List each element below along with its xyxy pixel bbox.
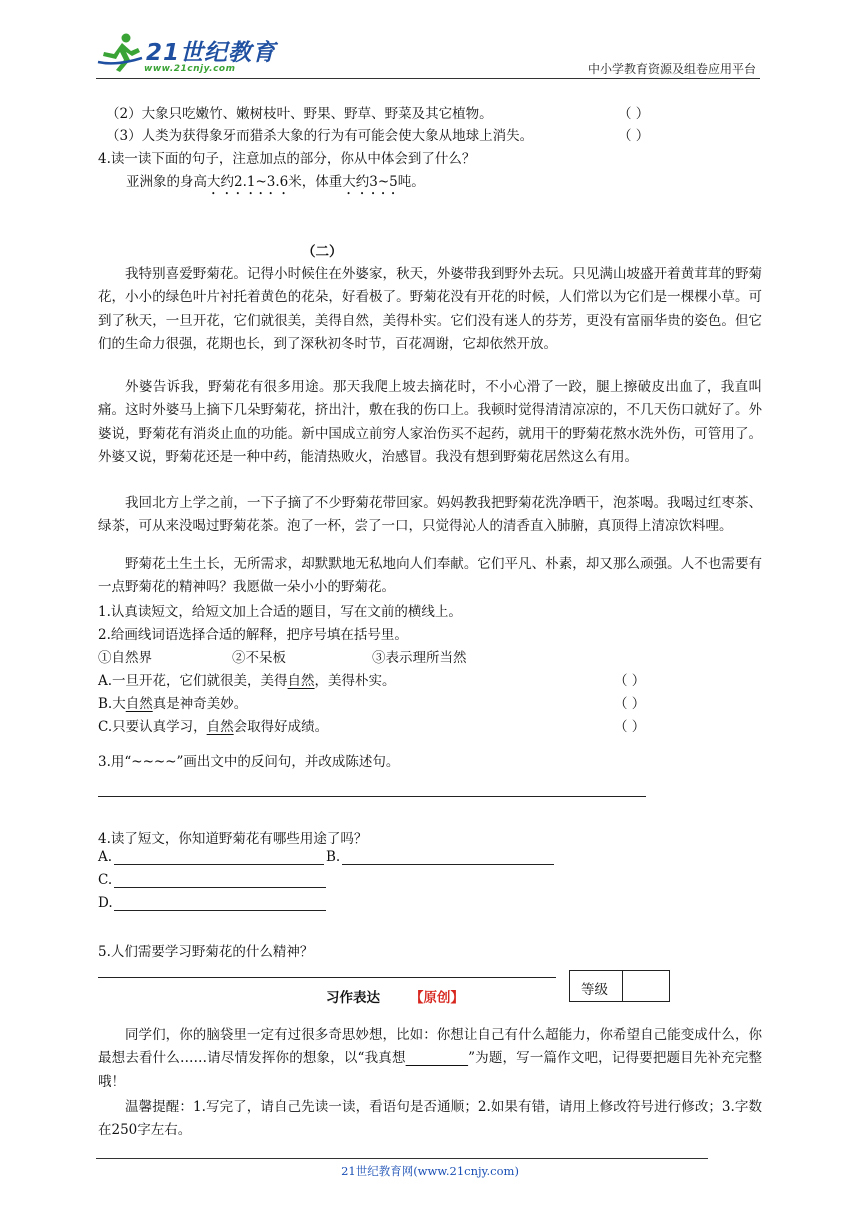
header-divider bbox=[96, 78, 760, 79]
original-tag: 【原创】 bbox=[410, 990, 464, 1006]
answer-bracket[interactable]: （ ） bbox=[618, 106, 650, 122]
item-a: A.一旦开花，它们就很美，美得自然，美得朴实。 bbox=[98, 673, 396, 689]
answer-line-c[interactable] bbox=[114, 887, 326, 888]
question-2: 2.给画线词语选择合适的解释，把序号填在括号里。 bbox=[98, 627, 408, 643]
grade-label: 等级 bbox=[581, 982, 608, 998]
logo-url: www.21cnjy.com bbox=[144, 64, 236, 74]
answer-line[interactable] bbox=[98, 977, 556, 978]
dotted-phrase: 大约3~5 bbox=[342, 174, 398, 190]
writing-tips: 温馨提醒：1.写完了，请自己先读一读，看语句是否通顺；2.如果有错，请用上修改符号进行修改；3.字数在250字左右。 bbox=[98, 1099, 762, 1139]
answer-bracket[interactable]: （ ） bbox=[614, 696, 646, 712]
title-blank[interactable] bbox=[406, 1050, 468, 1066]
option-3: ③表示理所当然 bbox=[372, 650, 467, 666]
writing-prompt: 同学们，你的脑袋里一定有过很多奇思妙想，比如：你想让自己有什么超能力，你希望自己能变成什么，你最想去看什么……请尽情发挥你的想象，以“我真想 ”为题，写一篇作文吧，记得要把题目先补充完整哦！ bbox=[98, 1027, 763, 1090]
passage-paragraph-2: 外婆告诉我，野菊花有很多用途。那天我爬上坡去摘花时，不小心滑了一跤，腿上擦破皮出血了，我直叫痛。这时外婆马上摘下几朵野菊花，挤出汁，敷在我的伤口上。我顿时觉得清清凉凉的，不几天伤口就好了。外婆说，野菊花有消炎止血的功能。新中国成立前穷人家治伤买不起药，就用干的野菊花熬水洗外伤，可管用了。外婆又说，野菊花还是一种中药，能清热败火，治感冒。我没有想到野菊花居然这么有用。 bbox=[98, 379, 762, 465]
question-1: 1.认真读短文，给短文加上合适的题目，写在文前的横线上。 bbox=[98, 604, 462, 620]
answer-line-b[interactable] bbox=[342, 864, 554, 865]
section-title: （二） bbox=[302, 244, 343, 260]
answer-line-a[interactable] bbox=[114, 864, 324, 865]
passage-paragraph-3: 我回北方上学之前，一下子摘了不少野菊花带回家。妈妈教我把野菊花洗净晒干，泡茶喝。我喝过红枣茶、绿茶，可从来没喝过野菊花茶。泡了一杯，尝了一口，只觉得沁人的清香直入肺腑，真顶得上清凉饮料哩。 bbox=[98, 495, 762, 535]
question-3: （3）人类为获得象牙而猎杀大象的行为有可能会使大象从地球上消失。 bbox=[106, 128, 534, 144]
question-4: 4.读一读下面的句子，注意加点的部分，你从中体会到了什么？ bbox=[98, 151, 476, 167]
item-c: C.只要认真学习，自然会取得好成绩。 bbox=[98, 719, 329, 735]
question-4: 4.读了短文，你知道野菊花有哪些用途了吗？ bbox=[98, 831, 368, 847]
answer-bracket[interactable]: （ ） bbox=[614, 673, 646, 689]
platform-name: 中小学教育资源及组卷应用平台 bbox=[587, 62, 756, 76]
example-sentence: 亚洲象的身高大约2.1~3.6米，体重大约3~5吨。 bbox=[126, 174, 425, 190]
grade-box bbox=[569, 970, 670, 1002]
item-b: B.大自然真是神奇美妙。 bbox=[98, 696, 248, 712]
answer-bracket[interactable]: （ ） bbox=[618, 128, 650, 144]
answer-bracket[interactable]: （ ） bbox=[614, 719, 646, 735]
runner-logo-icon bbox=[96, 32, 146, 74]
answer-label-b: B. bbox=[326, 849, 341, 865]
footer-text[interactable]: 21世纪教育网(www.21cnjy.com) bbox=[341, 1164, 519, 1178]
footer-divider bbox=[96, 1158, 708, 1159]
option-2: ②不呆板 bbox=[232, 650, 286, 666]
passage-paragraph-4: 野菊花土生土长，无所需求，却默默地无私地向人们奉献。它们平凡、朴素，却又那么顽强。人不也需要有一点野菊花的精神吗？我愿做一朵小小的野菊花。 bbox=[98, 556, 762, 596]
answer-line[interactable] bbox=[98, 796, 646, 797]
answer-label-a: A. bbox=[98, 849, 113, 865]
writing-title: 习作表达 bbox=[326, 990, 380, 1006]
answer-label-c: C. bbox=[98, 872, 113, 888]
question-2: （2）大象只吃嫩竹、嫩树枝叶、野果、野草、野菜及其它植物。 bbox=[106, 106, 493, 122]
underlined-word: 自然 bbox=[206, 719, 234, 735]
passage-paragraph-1: 我特别喜爱野菊花。记得小时候住在外婆家，秋天，外婆带我到野外去玩。只见满山坡盛开着黄茸茸的野菊花，小小的绿色叶片衬托着黄色的花朵，好看极了。野菊花没有开花的时候，人们常以为它们是一棵棵小草。可到了秋天，一旦开花，它们就很美，美得自然，美得朴实。它们没有迷人的芬芳，更没有富丽华贵的姿色。但它们的生命力很强，花期也长，到了深秋初冬时节，百花凋谢，它却依然开放。 bbox=[98, 266, 762, 352]
answer-line-d[interactable] bbox=[114, 910, 326, 911]
grade-box-divider bbox=[622, 971, 623, 1001]
underlined-word: 自然 bbox=[287, 673, 315, 689]
underlined-word: 自然 bbox=[125, 696, 153, 712]
question-5: 5.人们需要学习野菊花的什么精神？ bbox=[98, 944, 314, 960]
dotted-phrase: 大约2.1~3.6 bbox=[207, 174, 289, 190]
question-3: 3.用“~~~~”画出文中的反问句，并改成陈述句。 bbox=[98, 754, 400, 770]
option-1: ①自然界 bbox=[98, 650, 152, 666]
logo-text: 21世纪教育 bbox=[146, 40, 277, 66]
answer-label-d: D. bbox=[98, 895, 113, 911]
